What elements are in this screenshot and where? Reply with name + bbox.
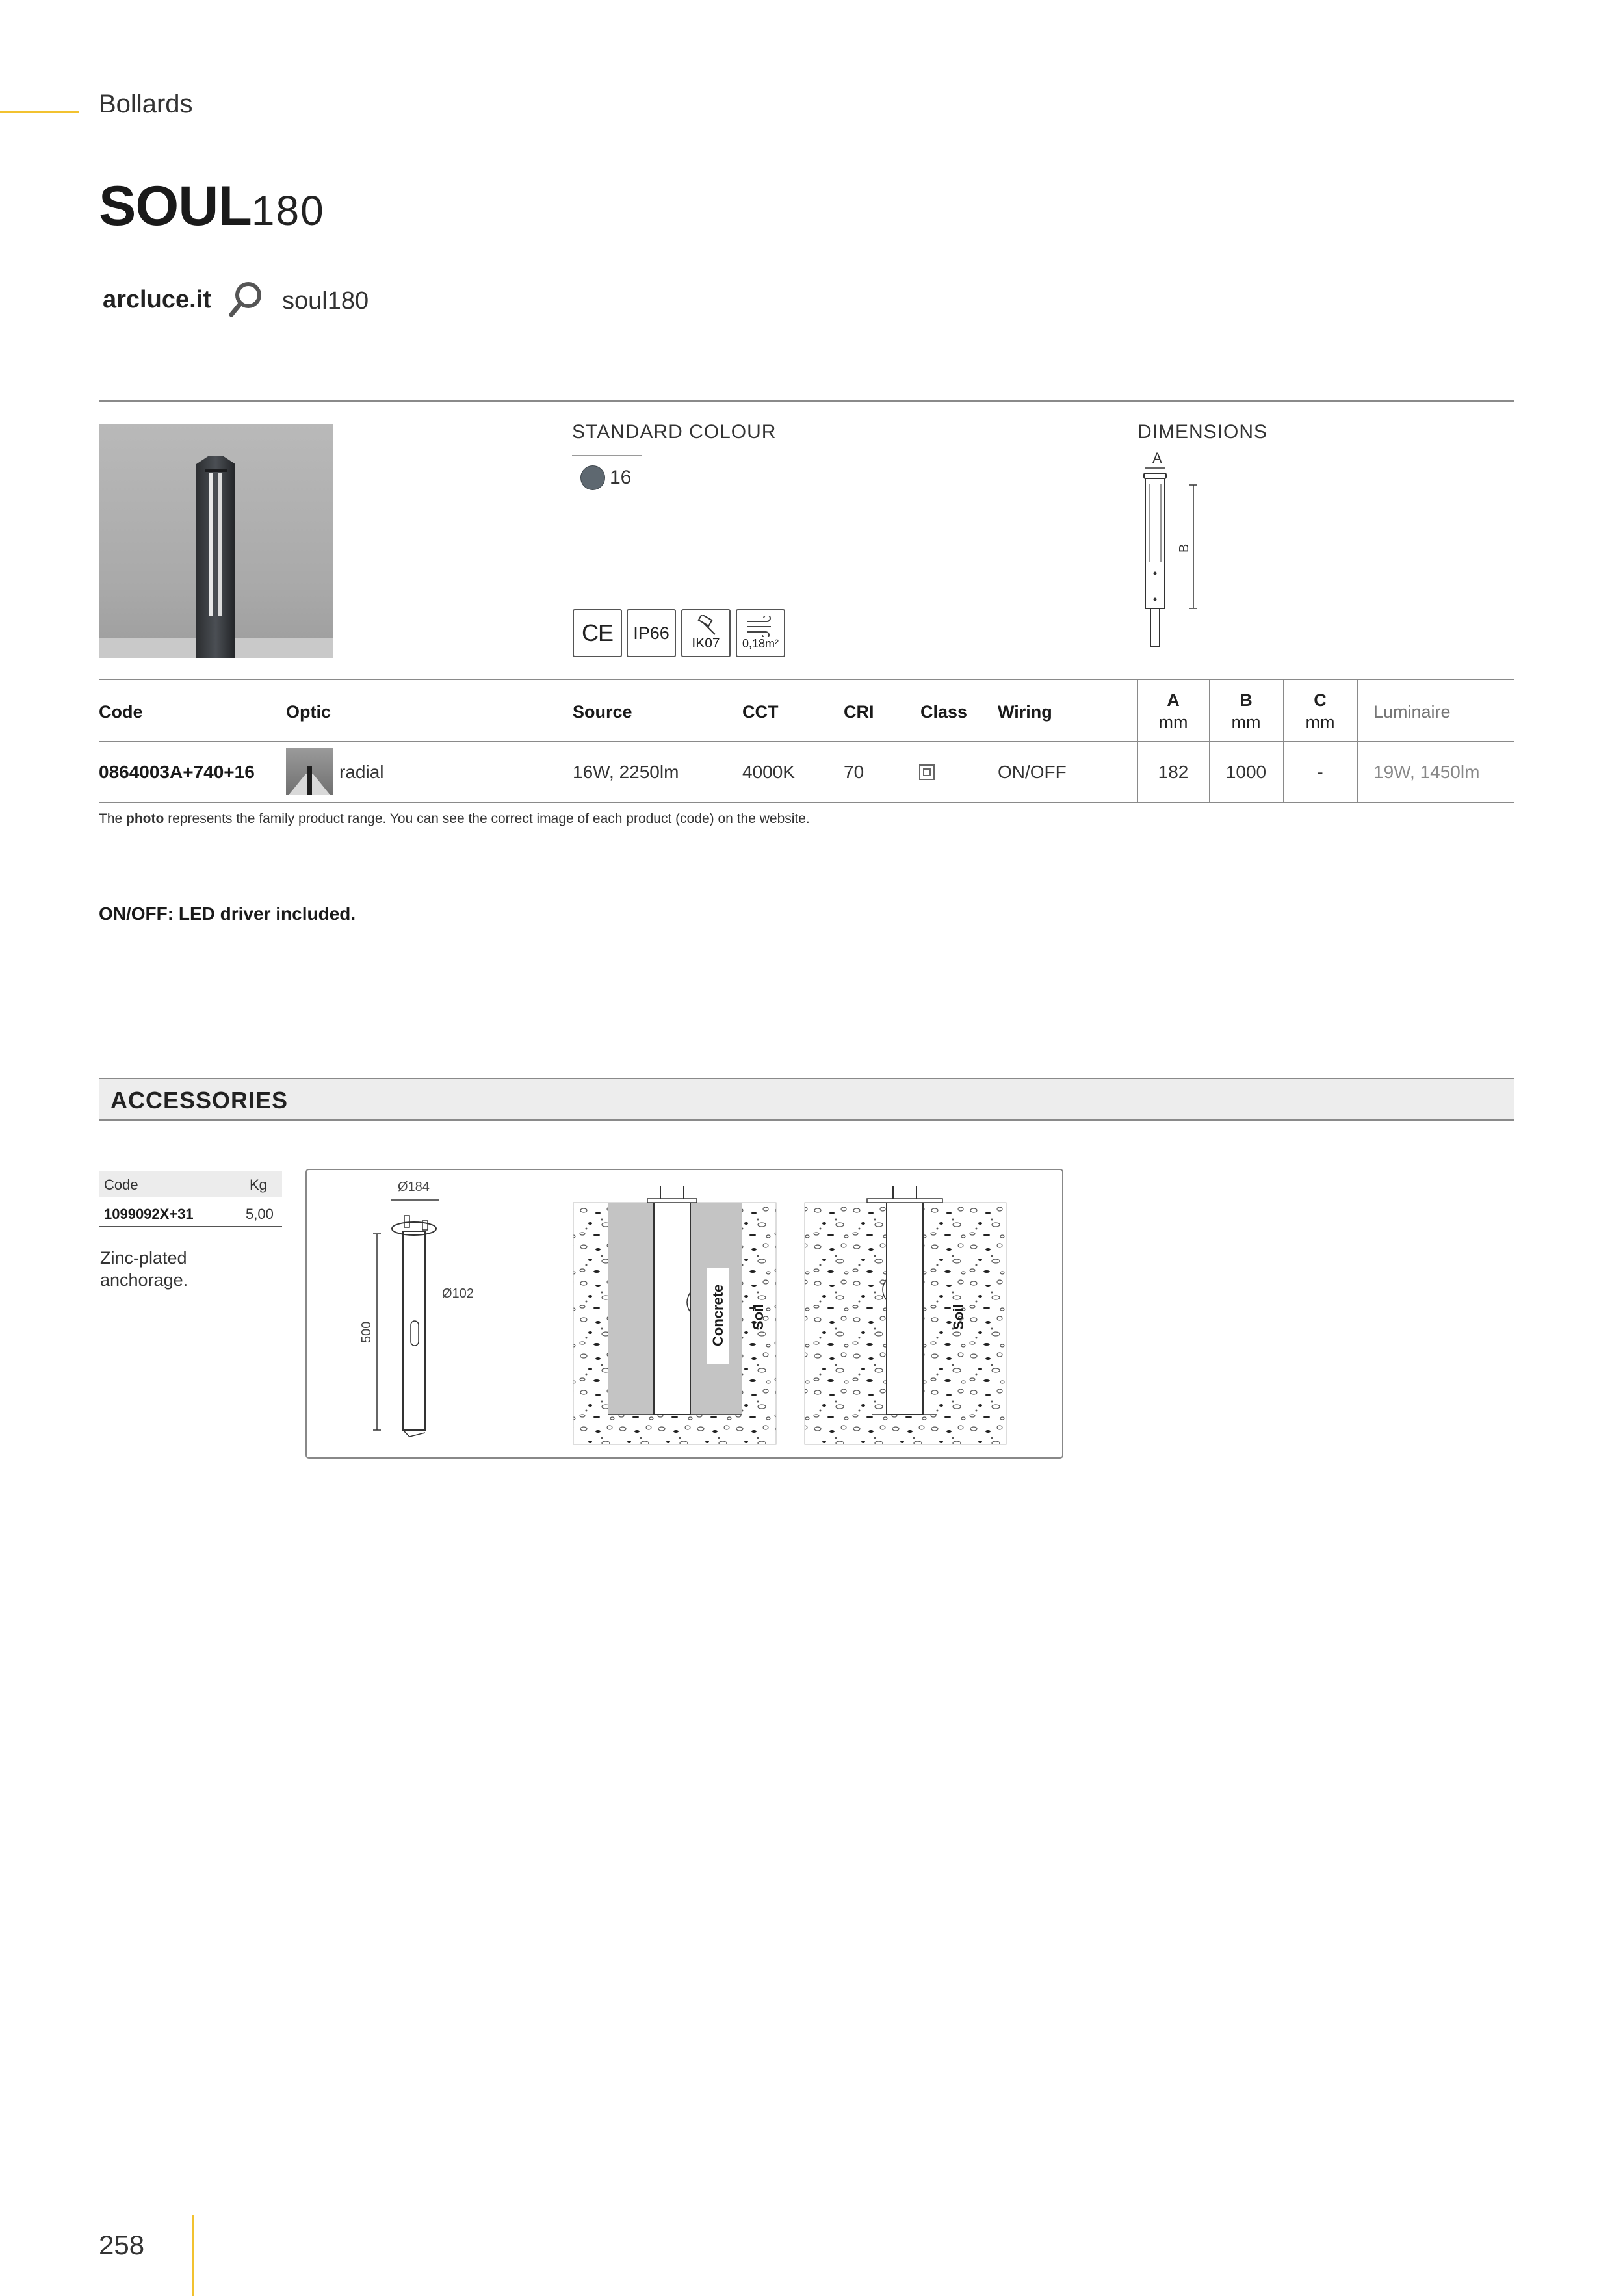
accessory-description: Zinc-plated anchorage. bbox=[100, 1248, 188, 1290]
label-soil-right: Soil bbox=[950, 1303, 967, 1330]
dim-500: 500 bbox=[359, 1321, 374, 1343]
cell-b: 1000 bbox=[1225, 762, 1267, 782]
photo-note-rest: represents the family product range. You can see the correct image of each product (code) on the website. bbox=[168, 811, 810, 826]
dimensions-label: DIMENSIONS bbox=[1137, 421, 1268, 443]
photo-note-lead: The bbox=[99, 811, 123, 826]
ce-mark-badge bbox=[573, 609, 622, 657]
cell-optic: radial bbox=[339, 762, 384, 782]
ik-rating: IK07 bbox=[692, 636, 720, 651]
photo-note-bold: photo bbox=[126, 811, 164, 826]
cell-source: 16W, 2250lm bbox=[573, 762, 679, 782]
wind-icon bbox=[745, 616, 776, 637]
th-b bbox=[1210, 689, 1282, 733]
footer-accent-line bbox=[192, 2215, 194, 2296]
label-concrete: Concrete bbox=[710, 1284, 726, 1346]
cell-luminaire: 19W, 1450lm bbox=[1373, 762, 1480, 782]
table-rule-top bbox=[99, 679, 1514, 680]
table-rule-mid bbox=[99, 741, 1514, 742]
dim-b-label: B bbox=[1177, 543, 1191, 553]
th-a-unit: mm bbox=[1158, 712, 1188, 732]
th-class: Class bbox=[920, 702, 968, 722]
cell-cri: 70 bbox=[844, 762, 864, 782]
ip-rating: IP66 bbox=[633, 623, 669, 643]
wind-surface-badge bbox=[736, 609, 785, 657]
acc-cell-code: 1099092X+31 bbox=[104, 1206, 194, 1222]
standard-colour-label: STANDARD COLOUR bbox=[572, 421, 777, 443]
hammer-icon bbox=[693, 615, 719, 637]
ik-rating-badge bbox=[681, 609, 731, 657]
th-c-unit: mm bbox=[1305, 712, 1335, 732]
dim-a-label: A bbox=[1152, 450, 1162, 466]
th-b-letter: B bbox=[1240, 690, 1253, 710]
acc-th-code: Code bbox=[104, 1177, 138, 1193]
photo-note bbox=[99, 811, 810, 827]
cell-cct: 4000K bbox=[742, 762, 795, 782]
header-accent-line bbox=[0, 111, 79, 113]
label-soil-left: Soil bbox=[750, 1303, 766, 1330]
product-title bbox=[99, 174, 325, 239]
accessories-header bbox=[99, 1078, 1514, 1121]
th-source: Source bbox=[573, 702, 632, 722]
cell-c: - bbox=[1317, 762, 1323, 782]
product-name-bold: SOUL bbox=[99, 175, 252, 237]
colour-rule-top bbox=[572, 455, 642, 456]
radial-optic-icon bbox=[286, 748, 333, 795]
table-rule-bottom bbox=[99, 802, 1514, 803]
th-a bbox=[1137, 689, 1209, 733]
cell-wiring: ON/OFF bbox=[998, 762, 1067, 782]
website-domain[interactable]: arcluce.it bbox=[103, 286, 211, 313]
th-a-letter: A bbox=[1167, 690, 1180, 710]
acc-th-kg: Kg bbox=[250, 1177, 267, 1193]
colour-code: 16 bbox=[610, 467, 632, 488]
th-luminaire: Luminaire bbox=[1373, 702, 1451, 722]
product-photo bbox=[99, 424, 333, 658]
driver-note: ON/OFF: LED driver included. bbox=[99, 904, 356, 924]
page-number: 258 bbox=[99, 2230, 145, 2260]
th-cri: CRI bbox=[844, 702, 874, 722]
ip-rating-badge bbox=[627, 609, 676, 657]
ce-mark-text: CE bbox=[581, 620, 613, 646]
colour-swatch bbox=[580, 465, 605, 490]
accessories-title: ACCESSORIES bbox=[110, 1087, 289, 1114]
class-ii-icon bbox=[919, 764, 935, 780]
search-term[interactable]: soul180 bbox=[282, 287, 369, 315]
dimension-drawing bbox=[1131, 449, 1215, 657]
cell-code: 0864003A+740+16 bbox=[99, 762, 255, 782]
acc-table-rule bbox=[99, 1226, 282, 1227]
th-b-unit: mm bbox=[1231, 712, 1261, 732]
th-wiring: Wiring bbox=[998, 702, 1052, 722]
cell-a: 182 bbox=[1158, 762, 1189, 782]
category-title: Bollards bbox=[99, 90, 193, 118]
magnifier-icon bbox=[227, 281, 264, 320]
wind-surface: 0,18m² bbox=[742, 636, 779, 650]
anchorage-drawing bbox=[305, 1169, 1063, 1459]
th-optic: Optic bbox=[286, 702, 331, 722]
th-c-letter: C bbox=[1314, 690, 1327, 710]
section-divider-top bbox=[99, 400, 1514, 402]
th-cct: CCT bbox=[742, 702, 779, 722]
acc-cell-kg: 5,00 bbox=[246, 1206, 274, 1222]
product-name-light: 180 bbox=[251, 187, 325, 234]
dim-d184: Ø184 bbox=[398, 1180, 430, 1194]
th-c bbox=[1284, 689, 1356, 733]
th-code: Code bbox=[99, 702, 143, 722]
dim-d102: Ø102 bbox=[442, 1286, 474, 1301]
